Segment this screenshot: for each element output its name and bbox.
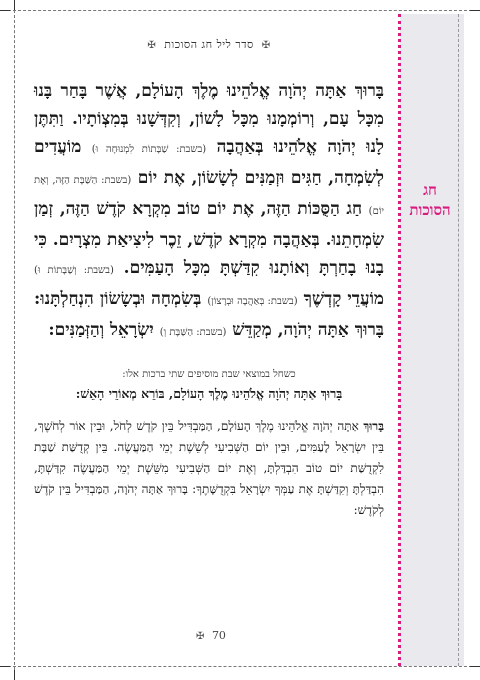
blessing-text: מוֹעֲדִים לְשִׂמְחָה, חַגִּים וּזְמַנִּים לְשָׂשׂוֹן, אֶת יוֹם	[34, 137, 384, 188]
side-tab-dotted-border	[398, 14, 401, 666]
side-tab-right-border	[458, 14, 459, 666]
borei-blessing: בָּרוּךְ אַתָּה יְהֹוָה אֱלֹהֵינוּ מֶלֶךְ הָעוֹלָם, בּוֹרֵא מְאוֹרֵי הָאֵשׁ:	[75, 386, 343, 401]
kiddush-blessing	[34, 77, 384, 347]
page-number: 70	[211, 629, 226, 642]
crop-mark	[0, 10, 10, 11]
havdalah-intro: כשחל במוצאי שבת מוסיפים שתי ברכות אלו:	[122, 369, 296, 380]
blessing-text: בָּרוּךְ אַתָּה יְהֹוָה אֱלֹהֵינוּ מֶלֶךְ הָעוֹלָם, אֲשֶׁר בָּחַר בָּנוּ מִכָּל עָם, וְרוֹמְמָנוּ מִכָּל לָשׁוֹן, וְקִדְּשָׁנוּ בְּמִצְוֹתָיו. וַתִּתֶּן לָנוּ יְהֹוָה אֱלֹהֵינוּ בְּאַהֲבָה	[34, 81, 385, 157]
left-cut-line	[14, 0, 15, 680]
top-cut-line	[8, 10, 472, 11]
blessing-text: חַג הַסֻּכּוֹת הַזֶּה, אֶת יוֹם טוֹב מִקְרָא קֹדֶשׁ הַזֶּה, זְמַן שִׂמְחָתֵנוּ. בְּאַהֲבָה מִקְרָא קֹדֶשׁ, זֵכֶר לִיצִיאַת מִצְרָיִם. כִּי בָנוּ בָחַרְתָּ וְאוֹתָנוּ קִדַּשְׁתָּ מִכָּל הָעַמִּים.	[34, 199, 384, 278]
blessing-text: מוֹעֲדֵי קָדְשֶׁךָ	[303, 289, 385, 309]
ornament-icon: ✠	[261, 40, 271, 51]
blessing-text: בְּשִׂמְחָה וּבְשָׂשׂוֹן הִנְחַלְתָּנוּ: בָּרוּךְ אַתָּה יְהֹוָה, מְקַדֵּשׁ	[34, 289, 384, 340]
blessing-text: יִשְׂרָאֵל וְהַזְּמַנִּים:	[48, 320, 154, 340]
shabbat-note: (בשבת: בְּאַהֲבָה וּבְרָצוֹן)	[207, 296, 298, 307]
shabbat-note: (בשבת: שַׁבָּתוֹת לִמְנוּחָה וּ)	[91, 144, 207, 155]
hamavdil-opening: בָּרוּךְ	[363, 419, 384, 433]
page-footer	[34, 629, 384, 642]
side-tab-label[interactable]	[405, 180, 455, 220]
side-tab-line-1: חג	[423, 181, 437, 199]
ornament-icon: ✠	[147, 40, 157, 51]
bottom-cut-line	[8, 666, 472, 667]
ornament-icon: ✠	[196, 631, 205, 642]
shabbat-note: (בשבת: וְשַׁבָּתוֹת וּ)	[34, 265, 114, 276]
hamavdil-text: אַתָּה יְהֹוָה אֱלֹהֵינוּ מֶלֶךְ הָעוֹלָם, הַמַּבְדִּיל בֵּין קֹדֶשׁ לְחֹל, וּבֵין אוֹר לְחֹשֶׁךְ, בֵּין יִשְׂרָאֵל לָעַמִּים, וּבֵין יוֹם הַשְּׁבִיעִי לְשֵׁשֶׁת יְמֵי הַמַּעֲשֶׂה. בֵּין קְדֻשַּׁת שַׁבָּת לִקְדֻשַּׁת יוֹם טוֹב הִבְדַּלְתָּ, וְאֶת יוֹם הַשְּׁבִיעִי מִשֵּׁשֶׁת יְמֵי הַמַּעֲשֶׂה קִדַּשְׁתָּ, הִבְדַּלְתָּ וְקִדַּשְׁתָּ אֶת עַמְּךָ יִשְׂרָאֵל בִּקְדֻשָּׁתֶךָ: בָּרוּךְ אַתָּה יְהֹוָה, הַמַּבְדִּיל בֵּין קֹדֶשׁ לְקֹדֶשׁ:	[34, 419, 384, 517]
shabbat-note: (בשבת: הַשַּׁבָּת הַזֶּה, וְאֶת יוֹם)	[34, 175, 384, 217]
crop-mark	[470, 10, 480, 11]
page-content	[34, 38, 384, 521]
shabbat-note: (בשבת: הַשַּׁבָּת וְ)	[159, 327, 227, 338]
crop-mark	[14, 670, 15, 680]
crop-mark	[14, 0, 15, 10]
crop-mark	[0, 666, 10, 667]
crop-mark	[470, 666, 480, 667]
hamavdil-blessing	[34, 416, 384, 521]
page-header	[34, 38, 384, 51]
side-tab-strip	[400, 14, 464, 666]
page-title: סדר ליל חג הסוכות	[164, 38, 254, 51]
side-tab-line-2: הסוכות	[409, 201, 451, 219]
